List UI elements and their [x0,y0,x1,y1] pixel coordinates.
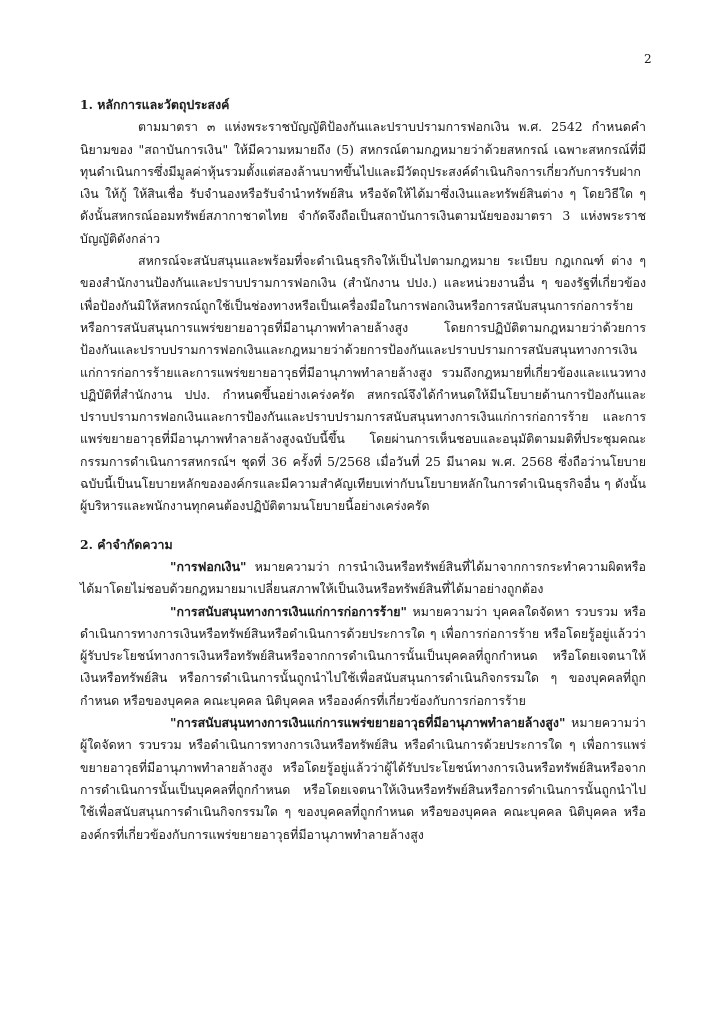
definition-text: หมายความว่า ผู้ใดจัดหา รวบรวม หรือดำเนินการทางการเงินหรือทรัพย์สิน หรือดำเนินการด้วยประการใด ๆ เพื่อการแพร่ขยายอาวุธที่มีอานุภาพทำลายล้างสูง หรือโดยรู้อยู่แล้วว่าผู้ได้รับประโยชน์ทางการเงินหรือทรัพย์สินหรือจากการดำเนินการนั้นเป็นบุคคลที่ถูกกำหนด หรือโดยเจตนาให้เงินหรือทรัพย์สินหรือการดำเนินการนั้นถูกนำไปใช้เพื่อสนับสนุนการดำเนินกิจกรรมใด ๆ ของบุคคลที่ถูกกำหนด หรือของบุคคล คณะบุคคล นิติบุคคล หรือองค์กรที่เกี่ยวข้องกับการแพร่ขยายอาวุธที่มีอานุภาพทำลายล้างสูง [80,715,646,842]
definition-term: "การฟอกเงิน" [170,558,247,574]
section-1-paragraph-2: สหกรณ์จะสนับสนุนและพร้อมที่จะดำเนินธุรกิจให้เป็นไปตามกฎหมาย ระเบียบ กฎเกณฑ์ ต่าง ๆ ของสำนักงานป้องกันและปราบปรามการฟอกเงิน (สำนักงาน ปปง.) และหน่วยงานอื่น ๆ ของรัฐที่เกี่ยวข้องเพื่อป้องกันมิให้สหกรณ์ถูกใช้เป็นช่องทางหรือเป็นเครื่องมือในการฟอกเงินหรือการสนับสนุนการก่อการร้าย หรือการสนับสนุนการแพร่ขยายอาวุธที่มีอานุภาพทำลายล้างสูง โดยการปฏิบัติตามกฎหมายว่าด้วยการป้องกันและปราบปรามการฟอกเงินและกฎหมายว่าด้วยการป้องกันและปราบปรามการสนับสนุนทางการเงินแก่การก่อการร้ายและการแพร่ขยายอาวุธที่มีอานุภาพทำลายล้างสูง รวมถึงกฎหมายที่เกี่ยวข้องและแนวทางปฏิบัติที่สำนักงาน ปปง. กำหนดขึ้นอย่างเคร่งครัด สหกรณ์จึงได้กำหนดให้มีนโยบายด้านการป้องกันและปราบปรามการฟอกเงินและการป้องกันและปราบปรามการสนับสนุนทางการเงินแก่การก่อการร้าย และการแพร่ขยายอาวุธที่มีอานุภาพทำลายล้างสูงฉบับนี้ขึ้น โดยผ่านการเห็นชอบและอนุมัติตามมติที่ประชุมคณะกรรมการดำเนินการสหกรณ์ฯ ชุดที่ 36 ครั้งที่ 5/2568 เมื่อวันที่ 25 มีนาคม พ.ศ. 2568 ซึ่งถือว่านโยบายฉบับนี้เป็นนโยบายหลักขององค์กรและมีความสำคัญเทียบเท่ากับนโยบายหลักในการดำเนินธุรกิจอื่น ๆ ดังนั้น ผู้บริหารและพนักงานทุกคนต้องปฏิบัติตามนโยบายนี้อย่างเคร่งครัด [80,253,646,514]
page-number: 2 [644,52,652,66]
definition-terrorism-financing [80,601,646,712]
section-1-paragraph-1: ตามมาตรา ๓ แห่งพระราชบัญญัติป้องกันและปราบปรามการฟอกเงิน พ.ศ. 2542 กำหนดคำนิยามของ "สถาบันการเงิน" ให้มีความหมายถึง (5) สหกรณ์ตามกฎหมายว่าด้วยสหกรณ์ เฉพาะสหกรณ์ที่มีทุนดำเนินการซึ่งมีมูลค่าหุ้นรวมตั้งแต่สองล้านบาทขึ้นไปและมีวัตถุประสงค์ดำเนินกิจการเกี่ยวกับการรับฝากเงิน ให้กู้ ให้สินเชื่อ รับจำนองหรือรับจำนำทรัพย์สิน หรือจัดให้ได้มาซึ่งเงินและทรัพย์สินต่าง ๆ โดยวิธีใด ๆ ดังนั้นสหกรณ์ออมทรัพย์สภากาชาดไทย จำกัดจึงถือเป็นสถาบันการเงินตามนัยของมาตรา 3 แห่งพระราชบัญญัติดังกล่าว [80,119,646,246]
document-body [80,94,646,846]
definition-money-laundering [80,556,646,601]
definition-term: "การสนับสนุนทางการเงินแก่การแพร่ขยายอาวุธที่มีอานุภาพทำลายล้างสูง" [170,715,566,731]
section-1-heading: 1. หลักการและวัตถุประสงค์ [80,97,230,112]
definition-proliferation-financing [80,712,646,846]
definition-text: หมายความว่า บุคคลใดจัดหา รวบรวม หรือดำเนินการทางการเงินหรือทรัพย์สินหรือดำเนินการด้วยประการใด ๆ เพื่อการก่อการร้าย หรือโดยรู้อยู่แล้วว่าผู้รับประโยชน์ทางการเงินหรือทรัพย์สินหรือจากการดำเนินการนั้นเป็นบุคคลที่ถูกกำหนด หรือโดยเจตนาให้เงินหรือทรัพย์สิน หรือการดำเนินการนั้นถูกนำไปใช้เพื่อสนับสนุนการดำเนินกิจกรรมใด ๆ ของบุคคลที่ถูกกำหนด หรือของบุคคล คณะบุคคล นิติบุคคล หรือองค์กรที่เกี่ยวข้องกับการก่อการร้าย [80,603,646,708]
definition-text: หมายความว่า การนำเงินหรือทรัพย์สินที่ได้มาจากการกระทำความผิดหรือได้มาโดยไม่ชอบด้วยกฎหมายมาเปลี่ยนสภาพให้เป็นเงินหรือทรัพย์สินที่ได้มาอย่างถูกต้อง [80,558,646,597]
section-2-heading: 2. คำจำกัดความ [80,536,173,552]
definition-term: "การสนับสนุนทางการเงินแก่การก่อการร้าย" [170,603,408,619]
